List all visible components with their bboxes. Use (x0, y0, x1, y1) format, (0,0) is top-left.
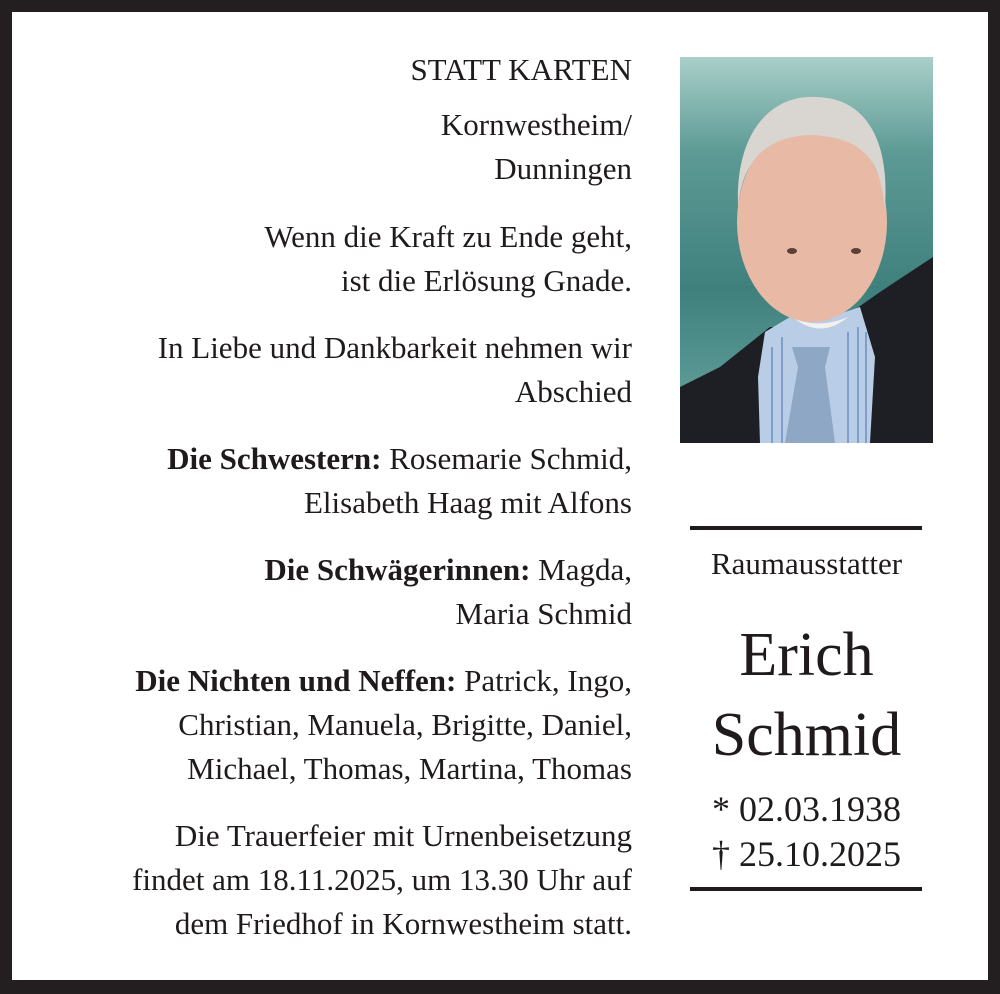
first-name: Erich (739, 621, 874, 689)
family-nieces-nephews-line-1: Die Nichten und Neffen: Patrick, Ingo, (135, 663, 632, 698)
family-sisters-label: Die Schwestern: (167, 441, 382, 476)
family-nieces-nephews-line-2: Christian, Manuela, Brigitte, Daniel, (178, 707, 632, 742)
portrait-illustration-icon (680, 57, 933, 443)
family-nieces-nephews-label: Die Nichten und Neffen: (135, 663, 457, 698)
family-sisters-line-2: Elisabeth Haag mit Alfons (303, 485, 632, 520)
service-line-1: Die Trauerfeier mit Urnenbeisetzung (174, 818, 632, 853)
family-sisters-line-1: Die Schwestern: Rosemarie Schmid, (167, 441, 632, 476)
bottom-divider-rule (690, 887, 922, 891)
service-line-3: dem Friedhof in Kornwestheim statt. (174, 906, 632, 941)
farewell-line-2: Abschied (514, 374, 632, 409)
birth-date: * 02.03.1938 (712, 789, 901, 829)
farewell-line-1: In Liebe und Dankbarkeit nehmen wir (157, 330, 632, 365)
death-date: † 25.10.2025 (712, 834, 901, 874)
service-line-2: findet am 18.11.2025, um 13.30 Uhr auf (132, 862, 632, 897)
last-name: Schmid (711, 701, 902, 769)
quote-line-1: Wenn die Kraft zu Ende geht, (264, 219, 632, 254)
top-divider-rule (690, 526, 922, 530)
location-line-2: Dunningen (494, 151, 632, 186)
obituary-card (12, 12, 988, 980)
portrait-photo (680, 57, 933, 443)
family-sisters-in-law-label: Die Schwägerinnen: (264, 552, 531, 587)
family-sisters-in-law-line-1: Die Schwägerinnen: Magda, (264, 552, 632, 587)
family-sisters-in-law-line-2: Maria Schmid (455, 596, 632, 631)
profession: Raumausstatter (710, 546, 903, 581)
location-line-1: Kornwestheim/ (440, 107, 632, 142)
header-statt-karten: STATT KARTEN (410, 52, 632, 87)
family-nieces-nephews-line-3: Michael, Thomas, Martina, Thomas (187, 751, 632, 786)
quote-line-2: ist die Erlösung Gnade. (340, 263, 632, 298)
